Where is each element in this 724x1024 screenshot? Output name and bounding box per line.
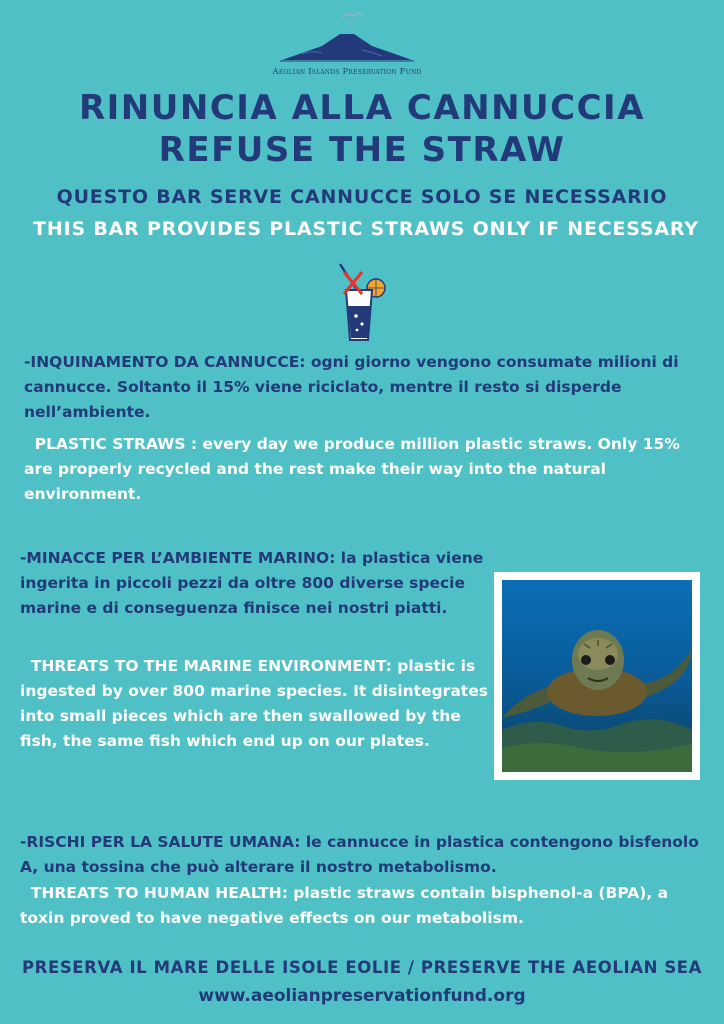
marine-italian-text: la plastica viene ingerita in piccoli pezzi da oltre 800 diverse specie marine e di conseguenza finisce nei nostri piatti. bbox=[20, 549, 484, 617]
website-link[interactable]: www.aeolianpreservationfund.org bbox=[198, 986, 526, 1006]
health-italian-heading: -RISCHI PER LA SALUTE UMANA: bbox=[20, 833, 301, 851]
sea-turtle-photo bbox=[494, 572, 700, 780]
logo bbox=[262, 10, 432, 76]
health-english-text: plastic straws contain bisphenol-a (BPA), a toxin proved to have negative effects on our metabolism. bbox=[20, 884, 669, 927]
subtitle-english: THIS BAR PROVIDES PLASTIC STRAWS ONLY IF NECESSARY bbox=[33, 218, 699, 240]
marine-english bbox=[20, 654, 490, 754]
pollution-italian bbox=[24, 350, 684, 425]
pollution-italian-text: ogni giorno vengono consumate milioni di cannucce. Soltanto il 15% viene riciclato, mentre il resto si disperde nell’ambiente. bbox=[24, 353, 679, 421]
marine-english-heading: THREATS TO THE MARINE ENVIRONMENT: bbox=[30, 657, 392, 675]
pollution-english-text: every day we produce million plastic straws. Only 15% are properly recycled and the rest make their way into the natural environment. bbox=[24, 435, 680, 503]
health-italian-text: le cannucce in plastica contengono bisfenolo A, una tossina che può alterare il nostro metabolismo. bbox=[20, 833, 699, 876]
pollution-italian-heading: -INQUINAMENTO DA CANNUCCE: bbox=[24, 353, 306, 371]
pollution-english-heading: PLASTIC STRAWS : bbox=[34, 435, 198, 453]
pollution-english bbox=[24, 432, 694, 507]
health-english bbox=[20, 881, 710, 931]
health-italian bbox=[20, 830, 710, 880]
marine-english-text: plastic is ingested by over 800 marine species. It disintegrates into small pieces which are then swallowed by the fish, the same fish which end up on our plates. bbox=[20, 657, 488, 750]
logo-name: Aeolian Islands Preservation Fund bbox=[272, 67, 422, 77]
no-straw-drink-icon bbox=[334, 262, 390, 342]
title-english: REFUSE THE STRAW bbox=[158, 130, 566, 170]
marine-italian-heading: -MINACCE PER L’AMBIENTE MARINO: bbox=[20, 549, 336, 567]
volcano-icon bbox=[262, 10, 432, 66]
health-english-heading: THREATS TO HUMAN HEALTH: bbox=[30, 884, 288, 902]
marine-italian bbox=[20, 546, 490, 621]
title-italian: RINUNCIA ALLA CANNUCCIA bbox=[78, 88, 646, 128]
subtitle-italian: QUESTO BAR SERVE CANNUCCE SOLO SE NECESSARIO bbox=[56, 186, 668, 208]
footer-slogan: PRESERVA IL MARE DELLE ISOLE EOLIE / PRESERVE THE AEOLIAN SEA bbox=[21, 958, 703, 977]
